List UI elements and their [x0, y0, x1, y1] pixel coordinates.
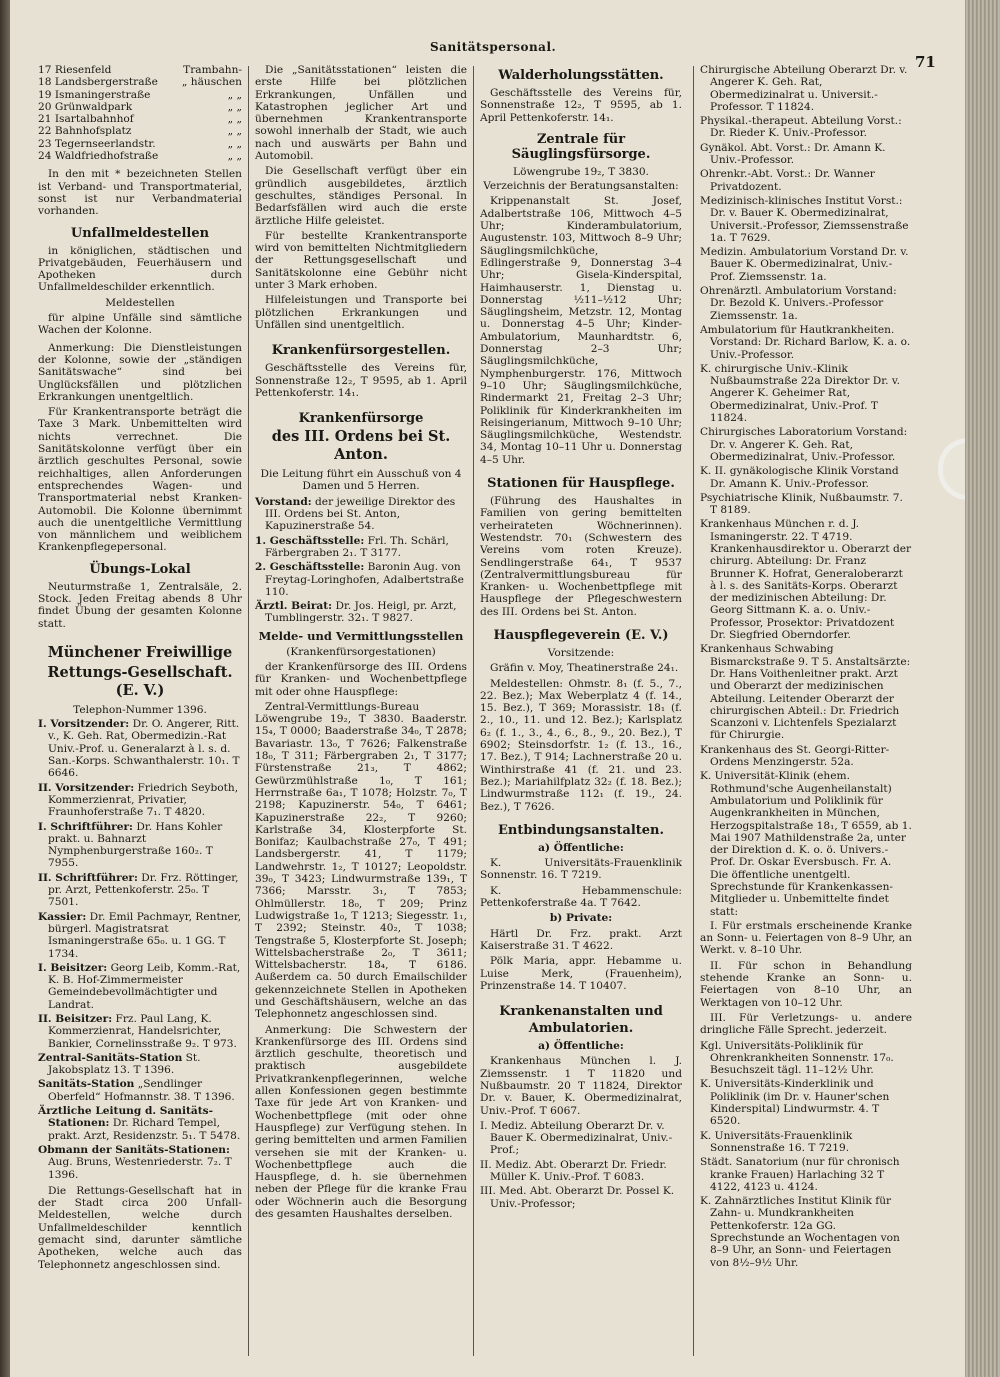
section-heading: Ambulatorien. [528, 1021, 634, 1037]
paragraph: für alpine Unfälle sind sämtliche Wachen der Kolonne. [38, 312, 242, 337]
list-item: Kgl. Universitäts-Poliklinik für Ohrenkrankheiten Sonnenstr. 17₀. Besuchszeit tägl. 11–12½ Uhr. [700, 1039, 894, 1077]
list-item: Ohrenkr.-Abt. Vorst.: Dr. Wanner Privatdozent. [700, 168, 875, 193]
paragraph: Geschäftsstelle des Vereins für, Sonnenstraße 12₂, T 9595, ab 1. April Pettenkoferstr. 14₁. [255, 362, 467, 399]
paragraph: K. Universitäts-Frauenklinik Sonnenstr. 16. T 7219. [480, 857, 682, 882]
committee-entry: Vorstand: der jeweilige Direktor des III. Ordens bei St. Anton, Kapuzinerstraße 54. [255, 495, 456, 533]
paragraph: Für Krankentransporte beträgt die Taxe 3 Mark. Unbemittelten wird nichts verrechnet. Die Sanitätskolonne verfügt über ein ärztlich geschultes Personal, sowie reichhaltiges, allen Anforderungen entsprechendes Wagen- und Transportmaterial nebst Kranken-Automobil. Die Kolonne übernimmt auch die unentgeltliche Vermittlung von männlichem und weiblichem Krankenpflegepersonal. [38, 406, 242, 554]
list-item: 19 Ismaningerstraße „ „ [38, 88, 242, 101]
paragraph: Anmerkung: Die Dienstleistungen der Kolonne, sowie der „ständigen Sanitätswache“ sind bei Unglücksfällen und plötzlichen Erkrankungen unentgeltlich. [38, 341, 242, 403]
list-item: Physikal.-therapeut. Abteilung Vorst.: Dr. Rieder K. Univ.-Professor. [700, 115, 902, 140]
list-item: 23 Tegernseerlandstr. „ „ [38, 137, 242, 150]
list-item: Ambulatorium für Hautkrankheiten. Vorstand: Dr. Richard Barlow, K. a. o. Univ.-Professor. [700, 323, 911, 361]
column-3 [480, 64, 682, 1364]
paragraph: Hilfeleistungen und Transporte bei plötzlichen Erkrankungen und Unfällen sind unentgeltlich. [255, 294, 467, 331]
paragraph: Meldestellen: Ohmstr. 8₁ (f. 5., 7., 22. Bez.); Max Weberplatz 4 (f. 14., 15. Bez.), T 369; Morassistr. 18₁ (f. 2., 10., 11. und 12. Bez.); Karlsplatz 6₂ (f. 1., 3., 4., 6., 8., 9., 20. Bez.), T 6902; Steinsdorfstr. 1₂ (f. 13., 16., 17. Bez.), T 914; Lachnerstraße 20 u. Winthirstraße 41 (f. 21. und 23. Bez.); Mariahilfplatz 32₂ (f. 18. Bez.); Lindwurmstraße 112₁ (f. 19., 24. Bez.), T 7626. [480, 677, 682, 813]
station-entry: Ärztliche Leitung d. Sanitäts-Stationen: Dr. Richard Tempel, prakt. Arzt, Residenzstr. 5₁. T 5478. [38, 1105, 241, 1142]
list-item: Ohrenärztl. Ambulatorium Vorstand: Dr. Bezold K. Univers.-Professor Ziemssenstr. 1a. [700, 285, 897, 322]
paragraph: In den mit * bezeichneten Stellen ist Verband- und Transportmaterial, sonst ist nur Verbandmaterial vorhanden. [38, 168, 242, 218]
page-fore-edge [965, 0, 1000, 1377]
officer-entry: II. Vorsitzender: Friedrich Seyboth, Kommerzienrat, Privatier, Fraunhoferstraße 7₁. T 4820. [38, 781, 239, 819]
paragraph: Krippenanstalt St. Josef, Adalbertstraße 106, Mittwoch 4–5 Uhr; Kinderambulatorium, Augustenstr. 103, Mittwoch 8–9 Uhr; Säuglingsmilchküche, Edlingerstraße 9, Donnerstag 3–4 Uhr; Gisela-Kinderspital, Haimhauserstr. 1, Dienstag u. Donnerstag ½11–½12 Uhr; Säuglingsheim, Metzstr. 12, Montag u. Donnerstag 4–5 Uhr; Kinder-Ambulatorium, Maunhardtstr. 6, Donnerstag 2–3 Uhr; Säuglingsmilchküche, Nymphenburgerstr. 176, Mittwoch 9–10 Uhr; Säuglingsmilchküche, Rindermarkt 21, Freitag 2–3 Uhr; Poliklinik für Kinderkrankheiten im Reisingerianum, Mittwoch 9–10 Uhr; Säuglingsmilchküche, Westendstr. 34, Montag 10–11 Uhr u. Donnerstag 4–5 Uhr. [480, 195, 682, 466]
section-subheading: a) Öffentliche: [538, 841, 624, 854]
list-item: Städt. Sanatorium (nur für chronisch kranke Frauen) Harlaching 32 T 4122, 4123 u. 4124. [700, 1156, 900, 1193]
committee-entry: 2. Geschäftsstelle: Baronin Aug. von Freytag-Loringhofen, Adalbertstraße 110. [255, 561, 464, 598]
committee-entry: 1. Geschäftsstelle: Frl. Th. Schärl, Färbergraben 2₁. T 3177. [255, 534, 449, 559]
paragraph: K. Hebammenschule: Pettenkoferstraße 4a. T 7642. [480, 884, 682, 910]
column-rule [693, 66, 694, 1356]
list-item: Medizinisch-klinisches Institut Vorst.: Dr. v. Bauer K. Obermedizinalrat, Universit.-Professor, Ziemssenstraße 1a. T 7629. [700, 194, 909, 244]
committee-entry: Ärztl. Beirat: Dr. Jos. Heigl, pr. Arzt, Tumblingerstr. 32₁. T 9827. [255, 600, 457, 625]
list-item: 18 Landsbergerstraße „ häuschen [38, 76, 242, 89]
officer-entry: I. Schriftführer: Dr. Hans Kohler prakt. u. Bahnarzt Nymphenburgerstraße 160₂. T 7955. [38, 820, 223, 870]
section-subheading: Meldestellen [105, 296, 175, 309]
address-line: Löwengrube 19₂, T 3830. [513, 165, 649, 178]
station-entry: Sanitäts-Station „Sendlinger Oberfeld“ Hofmannstr. 38. T 1396. [38, 1078, 235, 1103]
section-heading: Krankenfürsorgestellen. [271, 343, 451, 359]
section-heading: Krankenanstalten und [499, 1004, 663, 1020]
paragraph: Die Rettungs-Gesellschaft hat in der Stadt circa 200 Unfall-Meldestellen, welche durch Unfallmeldeschilder kenntlich gemacht sind, darunter sämtliche Apotheken, welche auch das Telephonnetz angeschlossen sind. [38, 1184, 242, 1271]
list-item: Krankenhaus des St. Georgi-Ritter-Ordens Menzingerstr. 52a. [700, 743, 890, 769]
station-list [38, 64, 242, 162]
section-heading: Rettungs-Gesellschaft. (E. V.) [47, 663, 233, 699]
section-heading: Zentrale für Säuglingsfürsorge. [511, 131, 651, 162]
column-4 [700, 64, 912, 1364]
list-item: 22 Bahnhofsplatz „ „ [38, 125, 242, 138]
paragraph: Pölk Maria, appr. Hebamme u. Luise Merk, (Frauenheim), Prinzenstraße 14. T 10407. [480, 955, 682, 992]
list-item: 21 Isartalbahnhof „ „ [38, 113, 242, 126]
section-heading: Übungs-Lokal [89, 561, 191, 577]
list-item: 20 Grünwaldpark „ „ [38, 100, 242, 113]
paragraph: Anmerkung: Die Schwestern der Krankenfürsorge des III. Ordens sind ärztlich geschulte, theoretisch und praktisch ausgebildete Privatkrankenpflegerinnen, welche allen Konfessionen gegen bestimmte Taxe für jede Art von Kranken- und Wochenbettpflege (mit oder ohne Hauspflege) zur Verfügung stehen. In gering bemittelten und armen Familien versehen sie mit der Kranken- u. Wochenbettpflege auch die Hauspflege, d. h. sie übernehmen neben der Pflege für die kranke Frau oder Wöchnerin auch die Besorgung des gesamten Haushaltes derselben. [255, 1023, 467, 1221]
paragraph: Krankenhaus München l. J. Ziemssenstr. 1 T 11820 und Nußbaumstr. 20 T 11824, Direktor Dr. v. Bauer, K. Obermedizinalrat, Univ.-Prof. T 6067. [480, 1055, 682, 1117]
section-heading: Münchener Freiwillige [47, 643, 233, 661]
list-item: K. Universität-Klinik (ehem. Rothmund'sche Augenheilanstalt) Ambulatorium und Poliklinik für Augenkrankheiten in München, Herzogspitalstraße 18₁, T 6559, ab 1. Mai 1907 Mathildenstraße 2a, unter der Direktion d. K. o. ö. Univers.-Prof. Dr. Oskar Eversbusch. Fr. A. Die öffentliche unentgeltl. Sprechstunde für Krankenkassen-Mitglieder u. Unbemittelte findet statt: [700, 770, 912, 918]
officer-entry: I. Beisitzer: Georg Leib, Komm.-Rat, K. B. Hof-Zimmermeister Gemeindebevollmächtigter und Landrat. [38, 961, 241, 1011]
section-subheading: Vorsitzende: [547, 646, 615, 659]
officer-entry: I. Vorsitzender: Dr. O. Angerer, Ritt. v., K. Geh. Rat, Obermedizin.-Rat Univ.-Prof. u. Generalarzt à l. s. d. San.-Korps. Schwanthalerstr. 10₁. T 6646. [38, 718, 240, 780]
column-rule [248, 66, 249, 1356]
list-item: Gynäkol. Abt. Vorst.: Dr. Amann K. Univ.-Professor. [700, 141, 886, 167]
column-1 [38, 64, 242, 1364]
section-subheading: b) Private: [549, 912, 613, 925]
section-heading: Melde- und Vermittlungsstellen [258, 628, 464, 643]
paragraph: Die „Sanitätsstationen“ leisten die erste Hilfe bei plötzlichen Erkrankungen, Unfällen und Katastrophen jeglicher Art und übernehmen Krankentransporte sowohl innerhalb der Stadt, wie auch nach und auswärts per Bahn und Automobil. [255, 64, 467, 163]
list-item: 24 Waldfriedhofstraße „ „ [38, 150, 242, 163]
list-item: K. Universitäts-Kinderklinik und Poliklinik (im Dr. v. Hauner'schen Kinderspital) Lindwurmstr. 4. T 6520. [700, 1078, 890, 1128]
section-subheading: a) Öffentliche: [538, 1040, 624, 1053]
column-2 [255, 64, 467, 1364]
list-item: K. Universitäts-Frauenklinik Sonnenstraße 16. T 7219. [700, 1129, 853, 1154]
list-item: Medizin. Ambulatorium Vorstand Dr. v. Bauer K. Obermedizinalrat, Univ.-Prof. Ziemssenstr. 1a. [700, 246, 909, 283]
officer-entry: Kassier: Dr. Emil Pachmayr, Rentner, bürgerl. Magistratsrat Ismaningerstraße 65₀. u. 1 GG. T 1734. [38, 910, 242, 960]
paragraph: Zentral-Vermittlungs-Bureau Löwengrube 19₂, T 3830. Baaderstr. 15₄, T 0000; Baaderstraße 34₀, T 2878; Bavariastr. 13₀, T 7626; Falkenstraße 18₀, T 311; Färbergraben 2₁, T 3177; Fürstenstraße 21₃, T 4862; Gewürzmühlstraße 1₀, T 161; Herrnstraße 6a₁, T 1078; Holzstr. 7₀, T 2198; Kapuzinerstr. 54₀, T 6461; Kapuzinerstraße 22₂, T 9260; Karlstraße 34, Klosterpforte St. Bonifaz; Kaulbachstraße 27₀, T 491; Landsbergerstr. 41, T 1179; Landwehrstr. 1₂, T 10127; Leopoldstr. 39₀, T 3423; Lindwurmstraße 139₁, T 7366; Marsstr. 3₁, T 7853; Ohlmüllerstr. 18₀, T 209; Prinz Ludwigstraße 1₀, T 1213; Siegesstr. 1₁, T 2392; Steinstr. 40₂, T 1038; Tengstraße 5, Klosterpforte St. Joseph; Wittelsbacherstraße 2₀, T 3611; Wittelsbacherstr. 18₄, T 6186. Außerdem ca. 50 durch Emailschilder gekennzeichnete Stellen in Apotheken und Geschäftshäusern, welche an das Telephonnetz angeschlossen sind. [255, 700, 467, 1021]
list-item: Chirurgisches Laboratorium Vorstand: Dr. v. Angerer K. Geh. Rat, Obermedizinalrat, Univ.-Professor. [700, 426, 908, 463]
list-item: K. II. gynäkologische Klinik Vorstand Dr. Amann K. Univ.-Professor. [700, 465, 899, 490]
section-heading: Entbindungsanstalten. [497, 822, 665, 838]
paragraph: Gräfin v. Moy, Theatinerstraße 24₁. [490, 662, 679, 675]
bookmark-ribbon [938, 438, 965, 500]
list-item: Krankenhaus Schwabing Bismarckstraße 9. T 5. Anstaltsärzte: Dr. Hans Voithenleitner prakt. Arzt und Oberarzt der medizinischen Abteilung. Leitender Oberarzt der chirurgischen Abteil.: Dr. Friedrich Scanzoni v. Lichtenfels Spezialarzt für Chirurgie. [700, 643, 911, 742]
station-entry: Zentral-Sanitäts-Station St. Jakobsplatz 13. T 1396. [38, 1051, 201, 1077]
list-item: K. chirurgische Univ.-Klinik Nußbaumstraße 22a Direktor Dr. v. Angerer K. Geheimer Rat, Obermedizinalrat, Univ.-Prof. T 11824. [700, 362, 901, 425]
paragraph: Die Leitung führt ein Ausschuß von 4 Damen und 5 Herren. [260, 468, 462, 493]
paragraph: Die Gesellschaft verfügt über ein gründlich ausgebildetes, ärztlich geschultes, ständiges Personal. In Bedarfsfällen wird auch die erste ärztliche Hilfe geleistet. [255, 165, 467, 227]
paragraph: in königlichen, städtischen und Privatgebäuden, Feuerhäusern und Apotheken durch Unfallmeldeschilder erkenntlich. [38, 244, 242, 294]
list-item: Krankenhaus München r. d. J. Ismaningerstr. 22. T 4719. Krankenhausdirektor u. Oberarzt der chirurg. Abteilung: Dr. Franz Brunner K. Hofrat, Generaloberarzt à l. s. des Sanitäts-Korps. Oberarzt der medizinischen Abteilung: Dr. Georg Sittmann K. a. o. Univ.-Professor, Prosektor: Privatdozent Dr. Siegfried Oberndorfer. [700, 518, 912, 642]
paragraph: II. Für schon in Behandlung stehende Kranke an Sonn- u. Feiertagen von 8–10 Uhr, an Werktagen von 10–12 Uhr. [700, 959, 912, 1009]
list-item: III. Med. Abt. Oberarzt Dr. Possel K. Univ.-Professor; [480, 1185, 675, 1210]
paragraph: Neuturmstraße 1, Zentralsäle, 2. Stock. Jeden Freitag abends 8 Uhr findet Übung der gesamten Kolonne statt. [38, 580, 242, 630]
paragraph: Härtl Dr. Frz. prakt. Arzt Kaiserstraße 31. T 4622. [480, 927, 682, 952]
section-heading: Unfallmeldestellen [70, 225, 210, 241]
station-entry: Obmann der Sanitäts-Stationen: Aug. Bruns, Westenriederstr. 7₂. T 1396. [38, 1143, 232, 1181]
section-heading: Krankenfürsorge [298, 411, 424, 427]
column-rule [473, 66, 474, 1356]
paragraph: (Führung des Haushaltes in Familien von gering bemittelten verheirateten Wöchnerinnen). Westendstr. 70₁ (Schwestern des Vereins vom roten Kreuze). Sendlingerstraße 64₁, T 9537 (Zentralvermittlungsbureau für Kranken- u. Wochenbettpflege mit Hauspflege der Pflegeschwestern des III. Ordens bei St. Anton. [480, 495, 682, 618]
section-subheading: Verzeichnis der Beratungsanstalten: [483, 180, 679, 193]
section-heading: Hauspflegeverein (E. V.) [493, 627, 669, 643]
list-item: II. Mediz. Abt. Oberarzt Dr. Friedr. Müller K. Univ.-Prof. T 6083. [480, 1158, 667, 1184]
paragraph: I. Für erstmals erscheinende Kranke an Sonn- u. Feiertagen von 8–9 Uhr, an Werkt. v. 8–10 Uhr. [700, 919, 912, 957]
paragraph: III. Für Verletzungs- u. andere dringliche Fälle Sprecht. jederzeit. [700, 1011, 912, 1037]
officer-entry: II. Beisitzer: Frz. Paul Lang, K. Kommerzienrat, Handelsrichter, Bankier, Cornelinsstraße 9₂. T 973. [38, 1013, 237, 1050]
section-heading: Walderholungsstätten. [498, 68, 664, 83]
list-item: K. Zahnärztliches Institut Klinik für Zahn- u. Mundkrankheiten Pettenkoferstr. 12a GG. Sprechstunde an Wochentagen von 8–9 Uhr, an Sonn- und Feiertagen von 8½–9½ Uhr. [700, 1195, 900, 1269]
running-header: Sanitätspersonal. [430, 40, 557, 54]
paragraph: Geschäftsstelle des Vereins für, Sonnenstraße 12₂, T 9595, ab 1. April Pettenkoferstr. 14₁. [480, 87, 682, 124]
section-heading: des III. Ordens bei St. Anton. [271, 428, 451, 464]
list-item: 17 Riesenfeld Trambahn- [38, 64, 242, 76]
list-item: I. Mediz. Abteilung Oberarzt Dr. v. Bauer K. Obermedizinalrat, Univ.-Prof.; [480, 1119, 673, 1157]
telephone-number: Telephon-Nummer 1396. [73, 703, 207, 716]
list-item: Chirurgische Abteilung Oberarzt Dr. v. Angerer K. Geh. Rat, Obermedizinalrat u. Universit.-Professor. T 11824. [700, 64, 908, 113]
section-subheading: (Krankenfürsorgestationen) [286, 645, 436, 658]
list-item: Psychiatrische Klinik, Nußbaumstr. 7. T 8189. [700, 491, 903, 517]
paragraph: der Krankenfürsorge des III. Ordens für Kranken- und Wochenbettpflege mit oder ohne Hauspflege: [255, 660, 467, 698]
officer-entry: II. Schriftführer: Dr. Frz. Röttinger, pr. Arzt, Pettenkoferstr. 25₀. T 7501. [38, 871, 239, 909]
section-heading: Stationen für Hauspflege. [487, 476, 675, 492]
page-number: 71 [915, 53, 936, 71]
document-page [10, 0, 965, 1377]
paragraph: Für bestellte Krankentransporte wird von bemittelten Nichtmitgliedern der Rettungsgesellschaft und Sanitätskolonne eine Gebühr nicht unter 3 Mark erhoben. [255, 229, 467, 292]
